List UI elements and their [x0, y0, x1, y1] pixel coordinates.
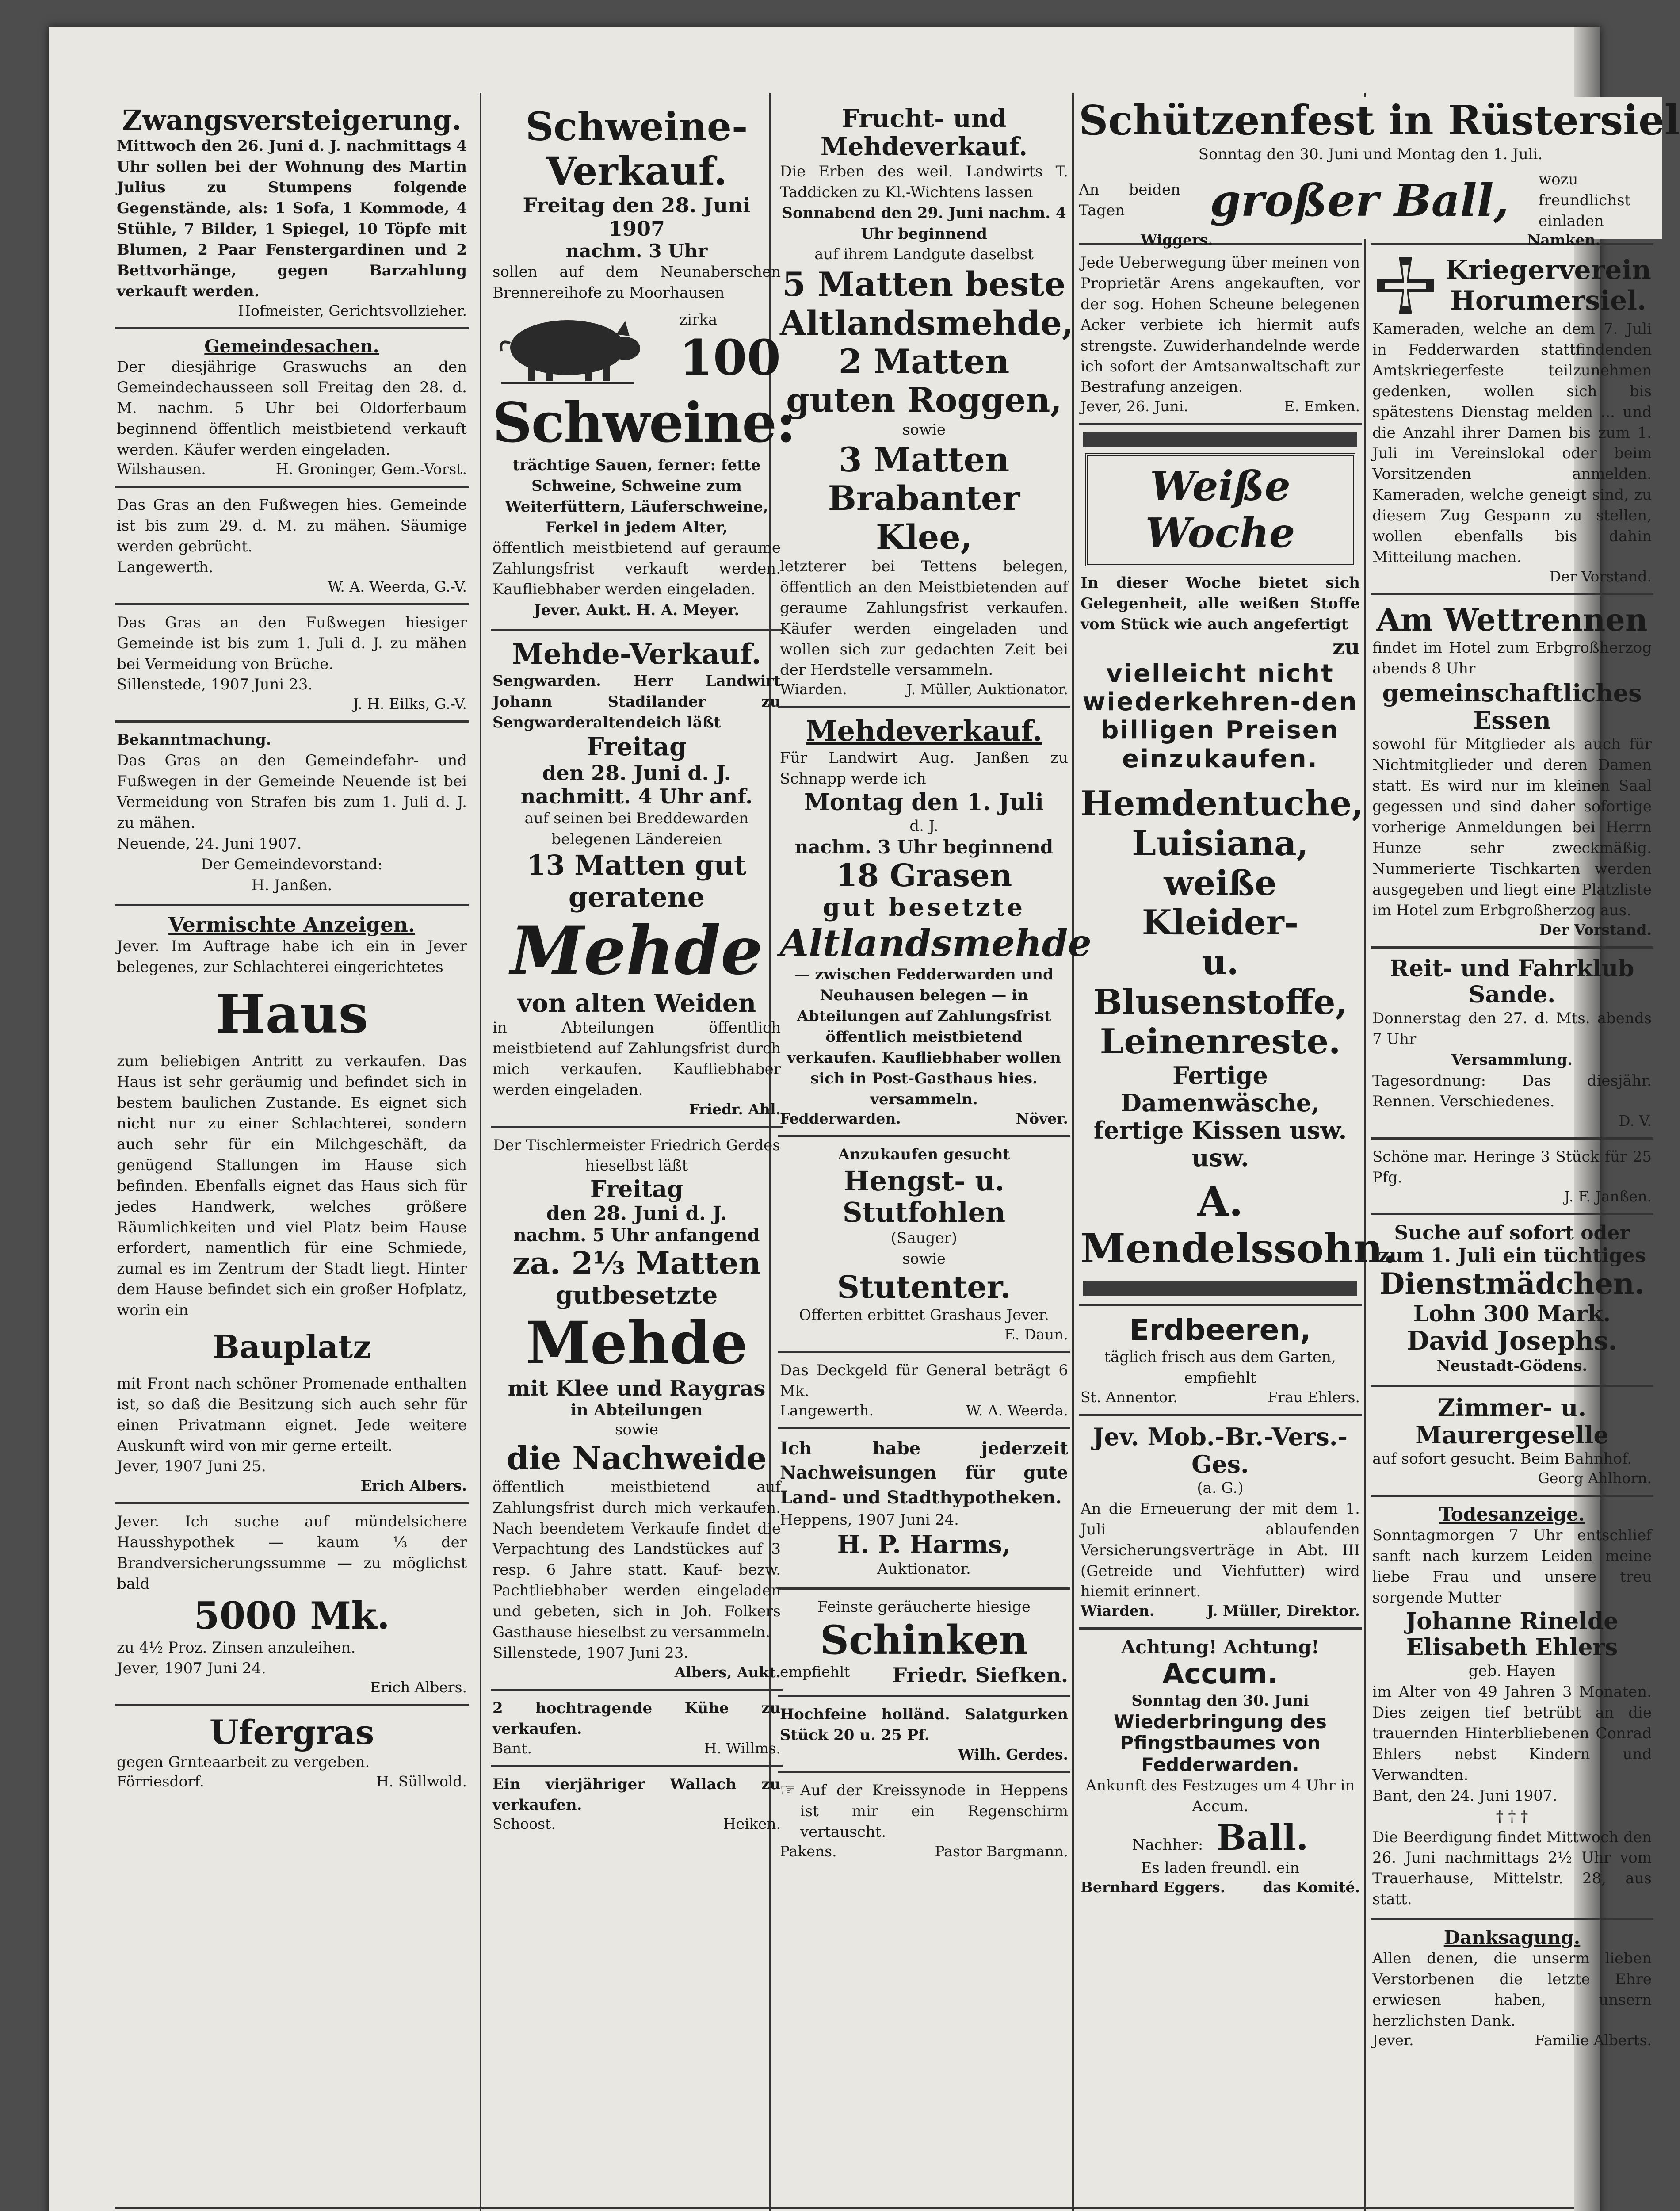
- ad-subtitle: 13 Matten gut geratene: [527, 849, 747, 913]
- ad-signature: Pastor Bargmann.: [935, 1842, 1068, 1860]
- ad-signature: Hofmeister, Gerichtsvollzieher.: [238, 302, 467, 319]
- ad-big-word: 5000 Mk.: [194, 1594, 390, 1638]
- ad-text: Schöne mar. Heringe 3 Stück für 25 Pfg.: [1372, 1148, 1652, 1186]
- ad-place: Fedderwarden.: [780, 1109, 901, 1127]
- ad-text: sowohl für Mitglieder als auch für Nichtmitglieder und deren Damen statt. Es wird nur im kleinen Saal gegessen und sind daher sofortige vorherige Anmeldungen bei Herrn Hunze sehr zweckmäßig. Nummerierte Tischkarten werden ausgegeben und liegt eine Platzliste im Hotel zum Erbgroßherzog aus.: [1372, 735, 1652, 919]
- ad-dienstmaedchen: [1371, 1215, 1653, 1386]
- ad-signature: H. P. Harms,: [837, 1530, 1011, 1559]
- ad-mehdeverkauf-2: [778, 708, 1092, 1137]
- ad-title: Verkauf.: [546, 148, 727, 195]
- ad-big-word: Bauplatz: [212, 1328, 371, 1366]
- ad-vermischte: [115, 906, 469, 1503]
- ad-text: im Alter von 49 Jahren 3 Monaten. Dies zeigen tief betrübt an die trauernden Hinterbliebenen Conrad Ehlers nebst Kindern und Verwandten.: [1372, 1683, 1652, 1784]
- ad-place: Wilshausen.: [117, 460, 206, 478]
- ad-text: Das Gras an den Gemeindefahr- und Fußwegen in der Gemeinde Neuende ist bei Vermeidung von Strafen bis zum 1. Juli d. J. zu mähen.: [117, 752, 467, 832]
- section-title: Vermischte Anzeigen.: [168, 912, 415, 937]
- ad-big-line: vielleicht nicht wiederkehren-den billigen Preisen einzukaufen.: [1082, 659, 1358, 773]
- ad-time: nachm. 3 Uhr beginnend: [794, 836, 1054, 858]
- column-rule: [480, 93, 481, 2211]
- ad-big-line: 3 Matten: [838, 440, 1010, 479]
- ad-text: Es laden freundl. ein: [1141, 1859, 1300, 1877]
- ad-big-line: Stutenter.: [837, 1268, 1011, 1305]
- column-5: [1371, 243, 1653, 2207]
- ad-signature: das Komité.: [1263, 1878, 1360, 1896]
- ad-text: Das Gras an den Fußwegen hiesiger Gemeinde ist bis zum 1. Juli d. J. zu mähen bei Vermeidung von Brüche.: [117, 613, 467, 673]
- ad-big-line: Fertige Damenwäsche,: [1121, 1061, 1320, 1117]
- ad-text: Suche auf sofort oder zum 1. Juli ein tüchtiges: [1378, 1222, 1646, 1267]
- ad-title: Am Wettrennen: [1376, 601, 1648, 638]
- pig-icon: [493, 308, 643, 387]
- ad-signature: Der Gemeindevorstand:: [201, 855, 383, 873]
- ad-time: nachm. 5 Uhr anfangend: [513, 1224, 760, 1246]
- ad-big-line: gemeinschaftliches Essen: [1382, 679, 1642, 735]
- ad-signature: Bernhard Eggers.: [1081, 1878, 1226, 1896]
- ad-big-word: Schweine:: [493, 391, 795, 455]
- ad-text: Hochfeine holländ. Salatgurken Stück 20 u. 25 Pf.: [780, 1706, 1068, 1744]
- ad-big-line: Altlandsmehde: [780, 921, 1092, 965]
- ad-day: Freitag: [590, 1176, 683, 1203]
- ad-big-word: Ball.: [1216, 1816, 1309, 1858]
- ad-signature: David Josephs.: [1407, 1326, 1617, 1356]
- ad-signature: Georg Ahlhorn.: [1538, 1469, 1652, 1487]
- ad-title: Mehde-Verkauf.: [512, 638, 761, 671]
- ad-regenschirm: [778, 1773, 1070, 1868]
- ad-text: Ein vierjähriger Wallach zu verkaufen.: [493, 1775, 781, 1814]
- ad-versicherung: [1079, 1416, 1362, 1630]
- ad-place: Neustadt-Gödens.: [1436, 1357, 1588, 1375]
- ad-big-line: guten Roggen,: [786, 380, 1062, 420]
- weisse-woche-box: [1085, 453, 1355, 566]
- ad-title: Zwangsversteigerung.: [122, 104, 462, 136]
- ad-signature: J. Müller, Direktor.: [1207, 1602, 1360, 1620]
- ad-text: gegen Grnteaarbeit zu vergeben.: [117, 1753, 370, 1771]
- ad-accum: [1079, 1630, 1362, 1903]
- ad-schweine-verkauf: [491, 97, 795, 631]
- ad-salatgurken: [778, 1697, 1070, 1773]
- ad-text: An beiden Tagen: [1079, 181, 1180, 220]
- ad-day: Freitag: [586, 732, 687, 762]
- ad-text: auf sofort gesucht. Beim Bahnhof.: [1372, 1450, 1632, 1468]
- ad-place: Förriesdorf.: [117, 1772, 204, 1790]
- ad-text: zum beliebigen Antritt zu verkaufen. Das Haus ist sehr geräumig und befindet sich in bestem baulichen Zustande. Es eignet sich nicht nur zu einer Schlachterei, sondern auch sehr für ein Milchgeschäft, da genügend Stallungen im Hause sich befinden. Ebenfalls eignet das Haus sich für jedes Handwerk, welches größere Räumlichkeiten und viel Platz beim Hause erfordert, namentlich für eine Schmiede, zumal es im Zentrum der Stadt liegt. Hinter dem Hause befindet sich ein großer Hofplatz, worin ein: [117, 1052, 467, 1320]
- ad-title: Erdbeeren,: [1129, 1313, 1311, 1347]
- ad-zwangsversteigerung: [115, 97, 469, 329]
- ad-big-line: gut besetzte: [822, 893, 1026, 922]
- ad-text: Das Deckgeld für General beträgt 6 Mk.: [780, 1362, 1068, 1400]
- ad-place: Heppens, 1907 Juni 24.: [780, 1511, 959, 1529]
- ad-gemeindesachen: [115, 329, 469, 488]
- ad-text: Kameraden, welche an dem 7. Juli in Fedderwarden stattfindenden Amtskriegerfeste teilzunehmen gedenken, wollen sich bis spätestens Dienstag melden ... und die Anzahl ihrer Damen bis zum 1. Juli im Vereinslokal oder beim Vorsitzenden anmelden. Kameraden, welche geneigt sind, zu diesem Zug Gespann zu stellen, wollen ebenfalls bis dahin Mitteilung machen.: [1372, 320, 1652, 566]
- ad-text: in Abteilungen öffentlich meistbietend auf Zahlungsfrist durch mich verkaufen. Kaufliebhaber werden eingeladen.: [493, 1018, 781, 1099]
- ad-text: (Sauger): [890, 1229, 958, 1247]
- ad-signature: Der Vorstand.: [1539, 921, 1652, 938]
- ad-text: sowie: [615, 1420, 658, 1438]
- ad-signature: Der Vorstand.: [1549, 567, 1652, 585]
- ad-big-word: Dienstmädchen.: [1379, 1266, 1645, 1301]
- ad-text: Mittwoch den 26. Juni d. J. nachmittags 4 Uhr sollen bei der Wohnung des Martin Julius zu Stumpens folgende Gegenstände, als: 1 Sofa, 1 Kommode, 4 Stühle, 7 Bilder, 1 Spiegel, 10 Töpfe mit Blumen, 2 Paar Fenstergardinen und 2 Bettvorhänge, gegen Barzahlung verkauft werden.: [117, 137, 467, 300]
- ad-big-line: 2 Matten: [838, 342, 1010, 382]
- ad-signature: H. Janßen.: [251, 876, 332, 894]
- ad-hypothek: [115, 1502, 469, 1706]
- ad-ufergras: [115, 1706, 469, 1798]
- ad-title: Reit- und Fahrklub Sande.: [1390, 955, 1634, 1009]
- ad-title: Accum.: [1162, 1657, 1278, 1691]
- ad-text: täglich frisch aus dem Garten, empfiehlt: [1104, 1348, 1336, 1387]
- ad-day: Montag den 1. Juli: [804, 788, 1044, 816]
- ad-signature: Familie Alberts.: [1535, 2031, 1652, 2049]
- ad-subtitle: mit Klee und Raygras: [508, 1376, 766, 1401]
- ad-place: Bant, den 24. Juni 1907.: [1372, 1786, 1558, 1805]
- ad-place: Wiarden.: [1081, 1602, 1155, 1620]
- ad-signature: Wilh. Gerdes.: [958, 1746, 1068, 1763]
- column-rule: [1364, 93, 1366, 2211]
- ad-signature: Erich Albers.: [360, 1477, 467, 1495]
- ad-text: Versammlung.: [1451, 1051, 1573, 1069]
- ad-text: Ich habe jederzeit Nachweisungen für gute Land- und Stadthypotheken.: [780, 1438, 1068, 1508]
- ad-title: Gemeindesachen.: [204, 336, 379, 357]
- ad-place: Neuende, 24. Juni 1907.: [117, 834, 302, 853]
- ad-text: öffentlich meistbietend auf geraume Zahlungsfrist verkauft werden. Kaufliebhaber werden eingeladen.: [493, 539, 781, 599]
- ad-date: den 28. Juni d. J.: [542, 761, 731, 785]
- ad-title: Schützenfest in Rüstersiel: [1079, 96, 1680, 144]
- ad-text: Feinste geräucherte hiesige: [817, 1598, 1031, 1616]
- ad-text: trächtige Sauen, ferner: fette Schweine, Schweine zum Weiterfüttern, Läuferschweine, Ferkel in jedem Alter,: [505, 456, 768, 536]
- ad-big-word: Schinken: [820, 1616, 1028, 1664]
- newspaper-page: [49, 27, 1680, 2211]
- ad-text: zu 4½ Proz. Zinsen anzuleihen.: [117, 1638, 356, 1656]
- ad-text: Anzukaufen gesucht: [838, 1145, 1010, 1163]
- pointing-hand-icon: ☞: [780, 1780, 796, 1801]
- ad-mehde-verkauf-1: [491, 631, 783, 1128]
- ad-big-word: Ufergras: [209, 1713, 374, 1752]
- ad-text: Jede Ueberwegung über meinen von Proprietär Arens angekauften, vor der sog. Hohen Scheune belegenen Acker verbiete ich hiermit aufs strengste. Zuwiderhandelnde werde ich sofort der Amtsanwaltschaft zur Bestrafung anzeigen.: [1081, 254, 1360, 396]
- ad-signature: W. A. Weerda.: [966, 1402, 1068, 1419]
- ad-subtitle: za. 2⅓ Matten: [512, 1244, 761, 1281]
- ad-place: Pakens.: [780, 1842, 837, 1860]
- ad-reitklub: [1371, 949, 1653, 1140]
- ad-signature: D. V.: [1619, 1112, 1652, 1129]
- ad-signature: E. Daun.: [1004, 1326, 1068, 1343]
- ad-place: St. Annentor.: [1081, 1388, 1178, 1406]
- ad-signature: Erich Albers.: [370, 1679, 467, 1696]
- ad-signature: Heiken.: [723, 1815, 781, 1833]
- ad-text: Donnerstag den 27. d. Mts. abends 7 Uhr: [1372, 1010, 1652, 1048]
- ad-place: Wiarden.: [780, 681, 847, 698]
- ad-time: nachmitt. 4 Uhr anf.: [520, 784, 753, 808]
- ad-text: Ankunft des Festzuges um 4 Uhr in Accum.: [1085, 1777, 1355, 1815]
- ad-signature: W. A. Weerda, G.-V.: [328, 578, 467, 595]
- ad-big-line: 18 Grasen: [836, 857, 1012, 894]
- ad-text: auf ihrem Landgute daselbst: [814, 245, 1034, 264]
- ad-signature: Frau Ehlers.: [1268, 1388, 1360, 1406]
- ad-text: 2 hochtragende Kühe zu verkaufen.: [493, 1699, 781, 1738]
- ad-signature: Növer.: [1016, 1109, 1068, 1127]
- ad-text: Das Gras an den Fußwegen hies. Gemeinde ist bis zum 29. d. M. zu mähen. Säumige werden gebrücht.: [117, 496, 467, 555]
- ad-text: in Abteilungen: [570, 1400, 703, 1419]
- ad-big-word: Mehde: [525, 1308, 748, 1377]
- ad-place: Bant.: [493, 1739, 532, 1757]
- ad-big-line: Wiederbringung des Pfingstbaumes von Fedderwarden.: [1114, 1711, 1327, 1775]
- ad-text: — zwischen Fedderwarden und Neuhausen belegen — in Abteilungen auf Zahlungsfrist öffentlich meistbietend verkaufen. Kaufliebhaber wollen sich in Post-Gasthaus hies. versammeln.: [787, 966, 1061, 1108]
- ad-text: Sonntagmorgen 7 Uhr entschlief sanft nach kurzem Leiden meine liebe Frau und unsere treu sorgende Mutter: [1372, 1526, 1652, 1607]
- ad-text: empfiehlt: [780, 1663, 850, 1681]
- ad-place: Langewerth.: [117, 558, 214, 576]
- ad-signature: J. F. Janßen.: [1564, 1188, 1652, 1205]
- ad-text: Nachher:: [1132, 1836, 1203, 1854]
- ad-hengst: [778, 1137, 1070, 1354]
- ad-text: Die Erben des weil. Landwirts T. Taddicken zu Kl.-Wichtens lassen: [780, 162, 1068, 201]
- ad-text: Auf der Kreissynode in Heppens ist mir ein Regenschirm vertauscht.: [800, 1782, 1068, 1841]
- ad-text: An die Erneuerung der mit dem 1. Juli ablaufenden Versicherungsverträge in Abt. III (Getreide und Viehfutter) wird hiemit erinnert.: [1081, 1500, 1360, 1601]
- ad-subtitle: von alten Weiden: [517, 988, 756, 1018]
- ad-subtitle: gutbesetzte: [555, 1281, 718, 1310]
- ad-title: Jev. Mob.-Br.-Vers.-Ges.: [1093, 1422, 1348, 1478]
- ad-text: öffentlich meistbietend auf Zahlungsfrist durch mich verkaufen. Nach beendetem Verkaufe findet die Verpachtung des Landstückes auf 3 resp. 6 Jahre statt. Kauf- bezw. Pachtliebhaber werden eingeladen und gebeten, sich in Joh. Folkers Gasthause hieselbst zu versammeln.: [493, 1478, 781, 1641]
- ad-date: Sonntag den 30. Juni: [1131, 1692, 1309, 1710]
- ad-kuehe: [491, 1691, 783, 1767]
- ad-fruchtverkauf: [778, 97, 1074, 708]
- column-1: [115, 97, 469, 2207]
- ad-text: (a. G.): [1197, 1479, 1244, 1497]
- ad-signature: H. Süllwold.: [376, 1772, 467, 1790]
- ad-text: Jever. Im Auftrage habe ich ein in Jever belegenes, zur Schlachterei eingerichtetes: [117, 937, 467, 976]
- ad-big-line: fertige Kissen usw. usw.: [1093, 1116, 1347, 1172]
- ad-text: letzterer bei Tettens belegen, öffentlich an den Meistbietenden auf geraume Zahlungsfrist verkaufen. Käufer werden eingeladen und wollen sich zur gedachten Zeit bei der Herdstelle versammeln.: [780, 557, 1068, 679]
- ad-title: Todesanzeige.: [1439, 1503, 1585, 1525]
- ad-big-line: 5 Matten beste: [782, 264, 1066, 304]
- decorative-bar: [1083, 432, 1357, 447]
- ad-big-number: 100: [679, 329, 781, 386]
- ad-signature: Wiggers.: [1141, 231, 1213, 249]
- ad-big-line: weiße Kleider-: [1142, 863, 1299, 943]
- ad-text: geb. Hayen: [1468, 1662, 1556, 1680]
- ad-head: Achtung! Achtung!: [1121, 1636, 1320, 1658]
- ad-text: Die Beerdigung findet Mittwoch den 26. Juni nachmittags 2½ Uhr vom Trauerhause, Mittelstr. 28, aus statt.: [1372, 1828, 1652, 1909]
- ad-wettrennen: [1371, 595, 1653, 949]
- ad-signature: Friedr. Ahl.: [689, 1100, 781, 1118]
- ad-place: Jever.: [1372, 2031, 1414, 2049]
- cross-icons: † † †: [1496, 1807, 1528, 1825]
- ad-todesanzeige: [1371, 1497, 1653, 1920]
- ad-place: Schoost.: [493, 1815, 556, 1833]
- ad-text: Allen denen, die unserm lieben Verstorbenen die letzte Ehre erwiesen haben, unsern herzlichsten Dank.: [1372, 1950, 1652, 2030]
- ad-subtitle: die Nachweide: [506, 1439, 767, 1477]
- page-footer: [115, 2207, 1574, 2211]
- ad-schinken: [778, 1590, 1070, 1697]
- ad-title: Mehdeverkauf.: [806, 715, 1042, 748]
- ad-ueberwegung: [1079, 243, 1362, 425]
- ad-bekanntmachung: [115, 723, 469, 906]
- ad-text: Tagesordnung: Das diesjähr. Rennen. Verschiedenes.: [1372, 1071, 1652, 1110]
- ad-gras-langewerth: [115, 488, 469, 605]
- ad-title: Weiße Woche: [1145, 462, 1295, 557]
- ad-text: mit Front nach schöner Promenade enthalten ist, so daß die Besitzung sich auch sehr für einen Privatmann eignet. Jede weitere Auskunft wird von mir gerne erteilt.: [117, 1374, 467, 1455]
- ad-kriegerverein: [1371, 243, 1653, 595]
- ad-signature: J. H. Eilks, G.-V.: [353, 695, 467, 713]
- ad-big-line: Hengst- u. Stutfohlen: [842, 1164, 1006, 1228]
- ad-erdbeeren: [1079, 1306, 1362, 1416]
- ad-place: Jever, 26. Juni.: [1081, 398, 1188, 415]
- iron-cross-icon: [1372, 252, 1439, 319]
- ad-hypotheken: [778, 1429, 1070, 1590]
- ad-place: Sillenstede, 1907 Juni 23.: [117, 676, 313, 694]
- ad-date: den 28. Juni d. J.: [546, 1202, 727, 1225]
- ad-text: sowie: [902, 421, 946, 439]
- column-3: [778, 97, 1092, 2207]
- ad-date: Sonntag den 30. Juni und Montag den 1. Juli.: [1198, 145, 1543, 163]
- ad-text: d. J.: [909, 817, 939, 835]
- ad-big-word: Mehde: [510, 912, 763, 990]
- ad-deckgeld: [778, 1353, 1070, 1429]
- ad-text: Offerten erbittet Grashaus Jever.: [799, 1306, 1049, 1324]
- column-2: [491, 97, 795, 2207]
- ad-place: Jever, 1907 Juni 25.: [117, 1457, 266, 1476]
- ad-big-word: großer Ball,: [1210, 174, 1509, 226]
- ad-text: Der Tischlermeister Friedrich Gerdes hieselbst läßt: [493, 1136, 780, 1175]
- ad-title: Schweine-: [525, 103, 748, 149]
- ad-tischlermeister: [491, 1128, 783, 1691]
- ad-text: findet im Hotel zum Erbgroßherzog abends 8 Uhr: [1372, 639, 1652, 678]
- ad-text: sollen auf dem Neunaberschen Brennereihofe zu Moorhausen: [493, 263, 781, 302]
- ad-danksagung: [1371, 1920, 1653, 2057]
- ad-big-line: Luisiana,: [1132, 823, 1309, 864]
- ad-signature: Albers, Aukt.: [674, 1663, 781, 1681]
- ad-text: wozu freundlichst einladen: [1538, 170, 1631, 230]
- ad-signature: H. Groninger, Gem.-Vorst.: [275, 460, 467, 478]
- ad-text: Für Landwirt Aug. Janßen zu Schnapp werde ich: [780, 749, 1068, 788]
- ad-text: zu: [1332, 635, 1360, 660]
- ad-place: Langewerth.: [780, 1402, 874, 1419]
- ad-title: Bekanntmachung.: [117, 731, 271, 749]
- ad-place: Sillenstede, 1907 Juni 23.: [493, 1644, 689, 1662]
- ad-text: Jever. Ich suche auf mündelsichere Hausshypothek — kaum ⅓ der Brandversicherungssumme — zu möglichst bald: [117, 1513, 467, 1593]
- ad-geselle: [1371, 1387, 1653, 1497]
- ad-signature: J. Müller, Auktionator.: [906, 681, 1068, 698]
- ad-big-line: Altlandsmehde,: [780, 303, 1074, 343]
- ad-signature: Friedr. Siefken.: [892, 1663, 1068, 1687]
- decorative-bar: [1083, 1281, 1357, 1296]
- ad-signature: Jever. Aukt. H. A. Meyer.: [534, 601, 740, 620]
- ad-name: Elisabeth Ehlers: [1406, 1634, 1618, 1661]
- ad-name: Johanne Rinelde: [1405, 1607, 1619, 1635]
- ad-title: Zimmer- u. Maurergeselle: [1415, 1393, 1609, 1449]
- ad-big-line: Brabanter Klee,: [828, 478, 1020, 557]
- ad-text: zirka: [679, 310, 718, 329]
- ad-title: Danksagung.: [1443, 1927, 1581, 1949]
- ad-weisse-woche: [1079, 425, 1397, 1306]
- ad-heringe: [1371, 1140, 1653, 1216]
- ad-signature: H. Willms.: [704, 1739, 781, 1757]
- ad-text: Lohn 300 Mark.: [1413, 1300, 1611, 1327]
- ad-time: nachm. 3 Uhr: [565, 240, 708, 262]
- ad-text: In dieser Woche bietet sich Gelegenheit, alle weißen Stoffe vom Stück wie auch angefertigt: [1081, 574, 1360, 633]
- ad-big-word: Haus: [215, 983, 368, 1046]
- ad-date: Freitag den 28. Juni 1907: [523, 193, 751, 241]
- ad-gras-sillenstede: [115, 605, 469, 723]
- ad-big-line: u. Blusenstoffe,: [1093, 942, 1348, 1022]
- ad-signature: A. Mendelssohn.: [1081, 1178, 1397, 1273]
- ad-signature: E. Emken.: [1284, 398, 1360, 415]
- column-rule: [1072, 93, 1074, 2211]
- ad-title: Frucht- und Mehdeverkauf.: [820, 104, 1028, 162]
- ad-text: Der diesjährige Graswuchs an den Gemeindechausseen soll Freitag den 28. d. M. nachm. 5 Uhr bei Oldorferbaum beginnend öffentlich meistbietend verkauft werden. Käufer werden eingeladen.: [117, 358, 467, 459]
- column-4: [1079, 243, 1397, 2207]
- ad-signature: Namken.: [1527, 231, 1600, 249]
- ad-wallach: [491, 1767, 783, 1841]
- ad-title: Kriegerverein Horumersiel.: [1445, 255, 1651, 316]
- ad-text: auf seinen bei Breddewarden belegenen Ländereien: [524, 809, 749, 848]
- ad-schuetzenfest: [1079, 96, 1680, 249]
- ad-signature: Auktionator.: [877, 1560, 971, 1578]
- ad-big-line: Hemdentuche,: [1081, 784, 1364, 824]
- ad-text: Sengwarden. Herr Landwirt Johann Stadilander zu Sengwarderaltendeich läßt: [493, 672, 781, 731]
- ad-big-line: Leinenreste.: [1100, 1021, 1341, 1062]
- ad-date: Sonnabend den 29. Juni nachm. 4 Uhr beginnend: [782, 204, 1066, 243]
- ad-place: Jever, 1907 Juni 24.: [117, 1659, 266, 1677]
- ad-text: sowie: [902, 1250, 946, 1268]
